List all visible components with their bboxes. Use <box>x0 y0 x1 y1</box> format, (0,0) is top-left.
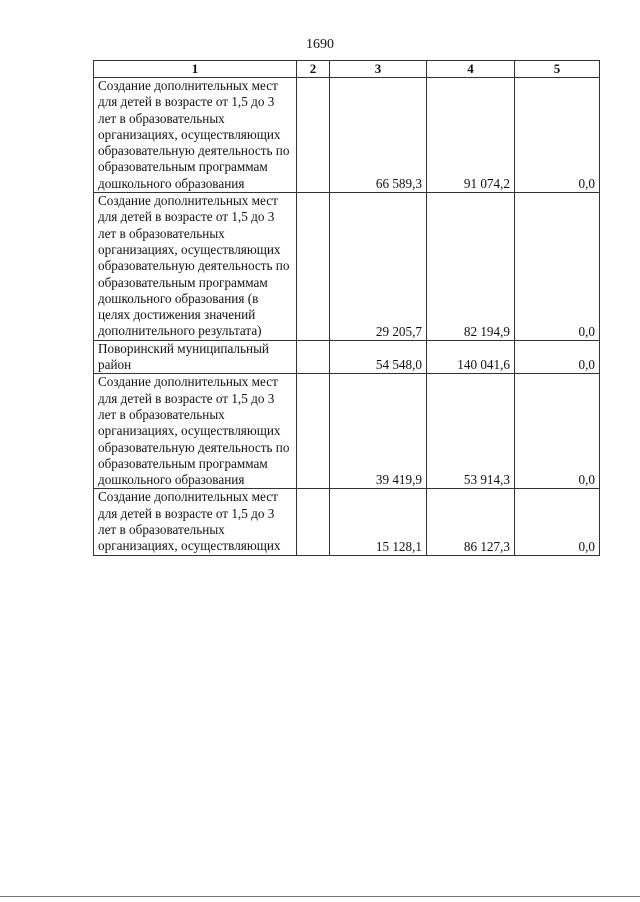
row-description: Создание дополнительных мест для детей в возрасте от 1,5 до 3 лет в образовательных организациях, осуществляющих <box>94 489 297 555</box>
row-col4-value: 91 074,2 <box>427 78 515 193</box>
table-row <box>94 193 600 341</box>
row-col3-value: 15 128,1 <box>330 489 427 555</box>
row-col5-value: 0,0 <box>515 193 600 341</box>
row-col4-value: 86 127,3 <box>427 489 515 555</box>
row-col5-value: 0,0 <box>515 78 600 193</box>
table-row <box>94 78 600 193</box>
table-row <box>94 374 600 489</box>
column-header-2: 2 <box>297 61 330 78</box>
column-header-3: 3 <box>330 61 427 78</box>
column-header-4: 4 <box>427 61 515 78</box>
page-number: 1690 <box>306 37 334 52</box>
row-col4-value: 140 041,6 <box>427 340 515 374</box>
row-col3-value: 66 589,3 <box>330 78 427 193</box>
row-col5-value: 0,0 <box>515 489 600 555</box>
page-bottom-divider <box>0 896 640 897</box>
row-col5-value: 0,0 <box>515 340 600 374</box>
row-col2 <box>297 78 330 193</box>
row-col2 <box>297 193 330 341</box>
row-description: Создание дополнительных мест для детей в возрасте от 1,5 до 3 лет в образовательных организациях, осуществляющих образовательную деятельность по образовательным программам дошкольного образования <box>94 374 297 489</box>
row-col2 <box>297 489 330 555</box>
table-row <box>94 489 600 555</box>
data-table <box>93 60 600 556</box>
row-col4-value: 53 914,3 <box>427 374 515 489</box>
row-col3-value: 29 205,7 <box>330 193 427 341</box>
row-col3-value: 39 419,9 <box>330 374 427 489</box>
table-row <box>94 340 600 374</box>
row-description: Создание дополнительных мест для детей в возрасте от 1,5 до 3 лет в образовательных организациях, осуществляющих образовательную деятельность по образовательным программам дошкольного образования <box>94 78 297 193</box>
row-col3-value: 54 548,0 <box>330 340 427 374</box>
row-description: Поворинский муниципальный район <box>94 340 297 374</box>
row-col5-value: 0,0 <box>515 374 600 489</box>
row-col2 <box>297 374 330 489</box>
table-header-row <box>94 61 600 78</box>
row-col4-value: 82 194,9 <box>427 193 515 341</box>
column-header-5: 5 <box>515 61 600 78</box>
column-header-1: 1 <box>94 61 297 78</box>
row-col2 <box>297 340 330 374</box>
row-description: Создание дополнительных мест для детей в возрасте от 1,5 до 3 лет в образовательных организациях, осуществляющих образовательную деятельность по образовательным программам дошкольного образования (в целях достижения значений дополнительного результата) <box>94 193 297 341</box>
